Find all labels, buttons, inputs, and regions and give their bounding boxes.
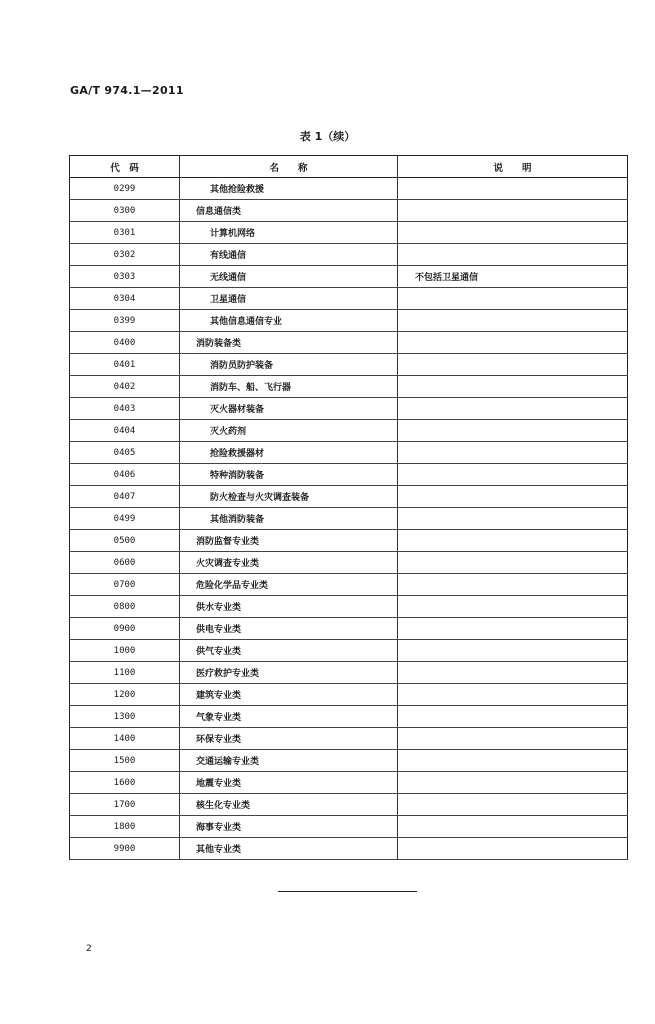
row-name: 信息通信类 (180, 200, 398, 222)
row-code: 0402 (70, 376, 180, 398)
row-code: 0600 (70, 552, 180, 574)
row-code: 1000 (70, 640, 180, 662)
row-note (398, 222, 628, 244)
table-row (70, 618, 628, 640)
row-code: 9900 (70, 838, 180, 860)
table-row (70, 288, 628, 310)
row-code: 0304 (70, 288, 180, 310)
row-code: 1600 (70, 772, 180, 794)
row-code: 0399 (70, 310, 180, 332)
column-header-code: 代 码 (70, 156, 180, 178)
table-row (70, 200, 628, 222)
table-row (70, 662, 628, 684)
row-note: 不包括卫星通信 (398, 266, 628, 288)
row-note (398, 816, 628, 838)
row-name: 其他抢险救援 (180, 178, 398, 200)
row-name: 交通运输专业类 (180, 750, 398, 772)
table-row (70, 178, 628, 200)
table-row (70, 464, 628, 486)
table-row (70, 398, 628, 420)
row-code: 0407 (70, 486, 180, 508)
table-row (70, 772, 628, 794)
code-table (69, 155, 628, 860)
table-row (70, 552, 628, 574)
row-note (398, 838, 628, 860)
row-note (398, 706, 628, 728)
table-row (70, 442, 628, 464)
row-code: 0700 (70, 574, 180, 596)
table-body (70, 178, 628, 860)
row-name: 供水专业类 (180, 596, 398, 618)
row-note (398, 750, 628, 772)
row-code: 0299 (70, 178, 180, 200)
row-code: 0401 (70, 354, 180, 376)
table-row (70, 640, 628, 662)
column-header-note: 说 明 (398, 156, 628, 178)
row-note (398, 178, 628, 200)
row-name: 特种消防装备 (180, 464, 398, 486)
table-row (70, 244, 628, 266)
row-note (398, 398, 628, 420)
row-note (398, 728, 628, 750)
row-note (398, 596, 628, 618)
row-name: 消防监督专业类 (180, 530, 398, 552)
table-row (70, 266, 628, 288)
row-name: 灭火药剂 (180, 420, 398, 442)
row-name: 卫星通信 (180, 288, 398, 310)
row-name: 消防车、船、飞行器 (180, 376, 398, 398)
row-note (398, 332, 628, 354)
row-note (398, 574, 628, 596)
row-name: 环保专业类 (180, 728, 398, 750)
table-row (70, 684, 628, 706)
table-row (70, 816, 628, 838)
row-name: 有线通信 (180, 244, 398, 266)
table-row (70, 486, 628, 508)
row-name: 海事专业类 (180, 816, 398, 838)
row-note (398, 772, 628, 794)
row-note (398, 376, 628, 398)
table-title: 表 1（续） (299, 130, 356, 143)
row-note (398, 662, 628, 684)
row-code: 1500 (70, 750, 180, 772)
row-code: 0302 (70, 244, 180, 266)
row-note (398, 684, 628, 706)
row-code: 0301 (70, 222, 180, 244)
table-row (70, 750, 628, 772)
row-code: 1400 (70, 728, 180, 750)
table-row (70, 794, 628, 816)
row-name: 其他专业类 (180, 838, 398, 860)
row-note (398, 640, 628, 662)
row-code: 0406 (70, 464, 180, 486)
table-row (70, 596, 628, 618)
end-separator-line (278, 891, 417, 892)
row-name: 其他消防装备 (180, 508, 398, 530)
row-code: 0404 (70, 420, 180, 442)
row-name: 火灾调查专业类 (180, 552, 398, 574)
row-name: 核生化专业类 (180, 794, 398, 816)
row-note (398, 420, 628, 442)
row-name: 计算机网络 (180, 222, 398, 244)
row-code: 0800 (70, 596, 180, 618)
table-row (70, 530, 628, 552)
row-name: 气象专业类 (180, 706, 398, 728)
row-code: 0400 (70, 332, 180, 354)
row-note (398, 464, 628, 486)
row-code: 1700 (70, 794, 180, 816)
row-name: 抢险救援器材 (180, 442, 398, 464)
row-code: 0900 (70, 618, 180, 640)
row-note (398, 288, 628, 310)
table-row (70, 508, 628, 530)
row-name: 防火检查与火灾调查装备 (180, 486, 398, 508)
table-row (70, 222, 628, 244)
table-row (70, 376, 628, 398)
row-name: 消防员防护装备 (180, 354, 398, 376)
row-note (398, 442, 628, 464)
table-row (70, 354, 628, 376)
table-row (70, 728, 628, 750)
row-note (398, 530, 628, 552)
row-name: 灭火器材装备 (180, 398, 398, 420)
row-name: 无线通信 (180, 266, 398, 288)
row-note (398, 244, 628, 266)
row-note (398, 310, 628, 332)
row-name: 消防装备类 (180, 332, 398, 354)
table-row (70, 420, 628, 442)
column-header-name: 名 称 (180, 156, 398, 178)
row-name: 其他信息通信专业 (180, 310, 398, 332)
row-code: 0303 (70, 266, 180, 288)
standard-code: GA/T 974.1—2011 (70, 84, 184, 97)
row-code: 0300 (70, 200, 180, 222)
table-row (70, 706, 628, 728)
row-name: 地震专业类 (180, 772, 398, 794)
row-code: 1200 (70, 684, 180, 706)
row-code: 1100 (70, 662, 180, 684)
row-note (398, 552, 628, 574)
row-code: 1300 (70, 706, 180, 728)
row-note (398, 618, 628, 640)
row-code: 1800 (70, 816, 180, 838)
row-code: 0500 (70, 530, 180, 552)
row-code: 0403 (70, 398, 180, 420)
row-note (398, 486, 628, 508)
row-name: 建筑专业类 (180, 684, 398, 706)
row-note (398, 354, 628, 376)
table-row (70, 574, 628, 596)
table-header-row (70, 156, 628, 178)
page-number: 2 (86, 944, 92, 954)
row-name: 危险化学品专业类 (180, 574, 398, 596)
row-code: 0405 (70, 442, 180, 464)
table-row (70, 310, 628, 332)
row-note (398, 508, 628, 530)
row-name: 医疗救护专业类 (180, 662, 398, 684)
row-note (398, 794, 628, 816)
row-name: 供气专业类 (180, 640, 398, 662)
row-code: 0499 (70, 508, 180, 530)
table-row (70, 332, 628, 354)
row-name: 供电专业类 (180, 618, 398, 640)
table-row (70, 838, 628, 860)
row-note (398, 200, 628, 222)
